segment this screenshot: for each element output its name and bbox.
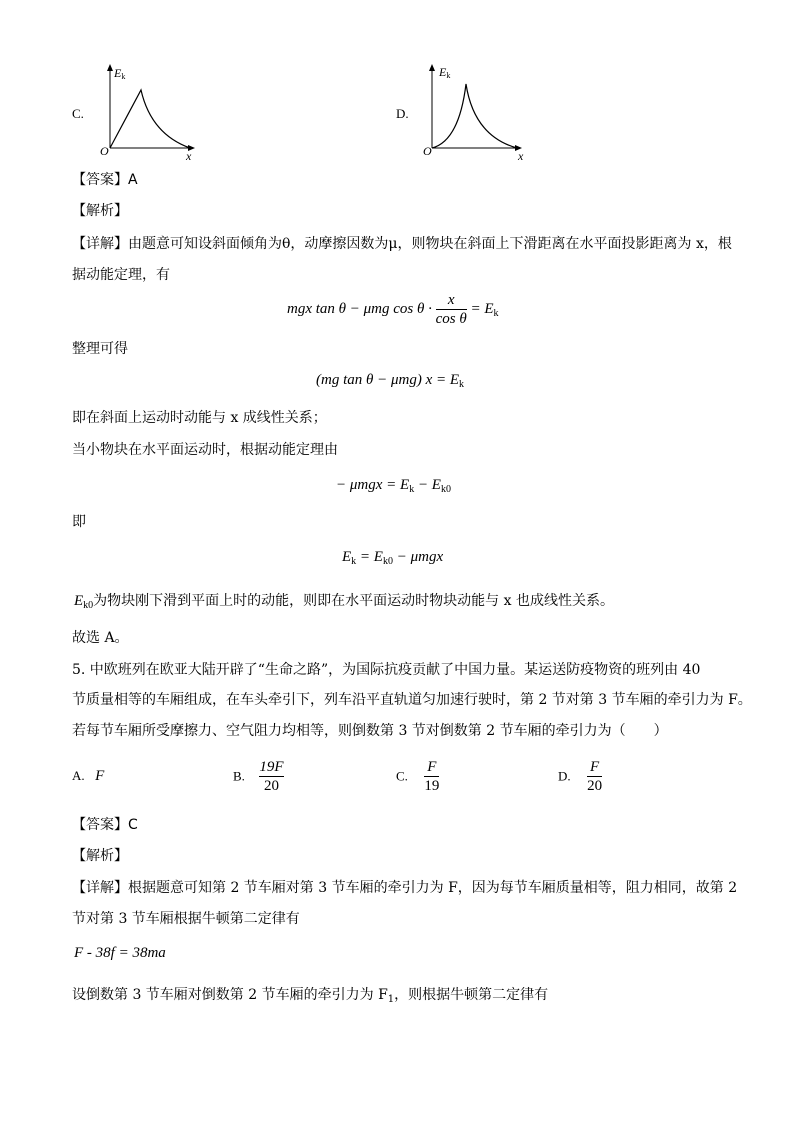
graph-d-y-arrow <box>429 64 435 71</box>
q4-detail-line2: 据动能定理，有 <box>72 267 170 283</box>
graph-c-curve <box>110 90 190 148</box>
q5-line1: 5. 中欧班列在欧亚大陆开辟了“生命之路”，为国际抗疫贡献了中国力量。某运送防疫物资的班列由 40 <box>72 662 701 678</box>
q4-equation-4: $E_k = E_{k0} - \mu mgx$ <box>342 549 444 567</box>
q5-detail-line1: 【详解】根据题意可知第 2 节车厢对第 3 节车厢的牵引力为 F，因为每节车厢质量相等，阻力相同，故第 2 <box>72 880 738 896</box>
graph-c-y-sub: k <box>121 72 126 81</box>
q4-equation-3: − $\mu mgx = E_k - E_{k0}$ <box>336 477 451 495</box>
q5-option-b: B. $\frac{19F}{20}$ <box>233 759 284 794</box>
q4-linear-line: 即在斜面上运动时动能与 x 成线性关系； <box>72 410 327 426</box>
graph-d-origin: O <box>423 144 432 158</box>
q4-horizontal-line: 当小物块在水平面运动时，根据动能定理由 <box>72 442 338 458</box>
q5-line3: 若每节车厢所受摩擦力、空气阻力均相等，则倒数第 3 节对倒数第 2 节车厢的牵引力为（ ） <box>72 723 668 739</box>
q4-detail-line1: 【详解】由题意可知设斜面倾角为θ，动摩擦因数为μ，则物块在斜面上下滑距离在水平面投影距离为 x，根 <box>72 236 732 252</box>
q4-ek0-line: $E_{k0}$为物块刚下滑到平面上时的动能，则即在水平面运动时物块动能与 x 也成线性关系。 <box>74 593 614 611</box>
graph-d <box>422 62 532 162</box>
q5-detail-line2: 节对第 3 节车厢根据牛顿第二定律有 <box>72 911 300 927</box>
q4-arrange: 整理可得 <box>72 341 128 357</box>
graph-d-y-sub: k <box>446 71 451 80</box>
q4-conclusion: 故选 A。 <box>72 630 129 646</box>
graph-d-y-label: E <box>439 65 447 79</box>
q5-equation-5: F - 38f = 38ma <box>74 945 166 961</box>
q5-line2: 节质量相等的车厢组成，在车头牵引下，列车沿平直轨道匀加速行驶时，第 2 节对第 3 节车厢的牵引力为 F。 <box>72 692 752 708</box>
graph-d-curve <box>432 84 517 148</box>
q4-equation-2: (mg tan θ − μmg) $x = E_k$ <box>316 372 465 390</box>
graph-c-y-label: E <box>114 66 122 80</box>
q5-option-c: C. $\frac{F}{19}$ <box>396 759 440 794</box>
q5-last-line: 设倒数第 3 节车厢对倒数第 2 节车厢的牵引力为 $F_1$，则根据牛顿第二定律有 <box>72 987 549 1005</box>
q4-ji: 即 <box>72 514 86 530</box>
option-c-label: C. <box>72 106 84 121</box>
graph-c-x-label: x <box>186 149 192 162</box>
graph-c-y-arrow <box>107 64 113 71</box>
option-d-label: D. <box>396 106 409 121</box>
q5-option-d: D. $\frac{F}{20}$ <box>558 759 603 794</box>
q5-answer: 【答案】C <box>72 817 138 833</box>
q4-analysis-tag: 【解析】 <box>72 203 128 219</box>
graph-c-origin: O <box>100 144 109 158</box>
q4-answer: 【答案】A <box>72 172 138 188</box>
graph-c <box>100 62 205 162</box>
graph-d-x-label: x <box>518 149 524 162</box>
q5-analysis-tag: 【解析】 <box>72 848 128 864</box>
q5-option-a: A. F <box>72 768 105 784</box>
svg-text:Ek <box>438 65 450 80</box>
q4-equation-1: mgx tan θ − μmg cos θ · $\frac{x}{\text{cos θ}}$ = $E_k$ <box>287 292 499 327</box>
svg-text:Ek <box>113 66 125 81</box>
